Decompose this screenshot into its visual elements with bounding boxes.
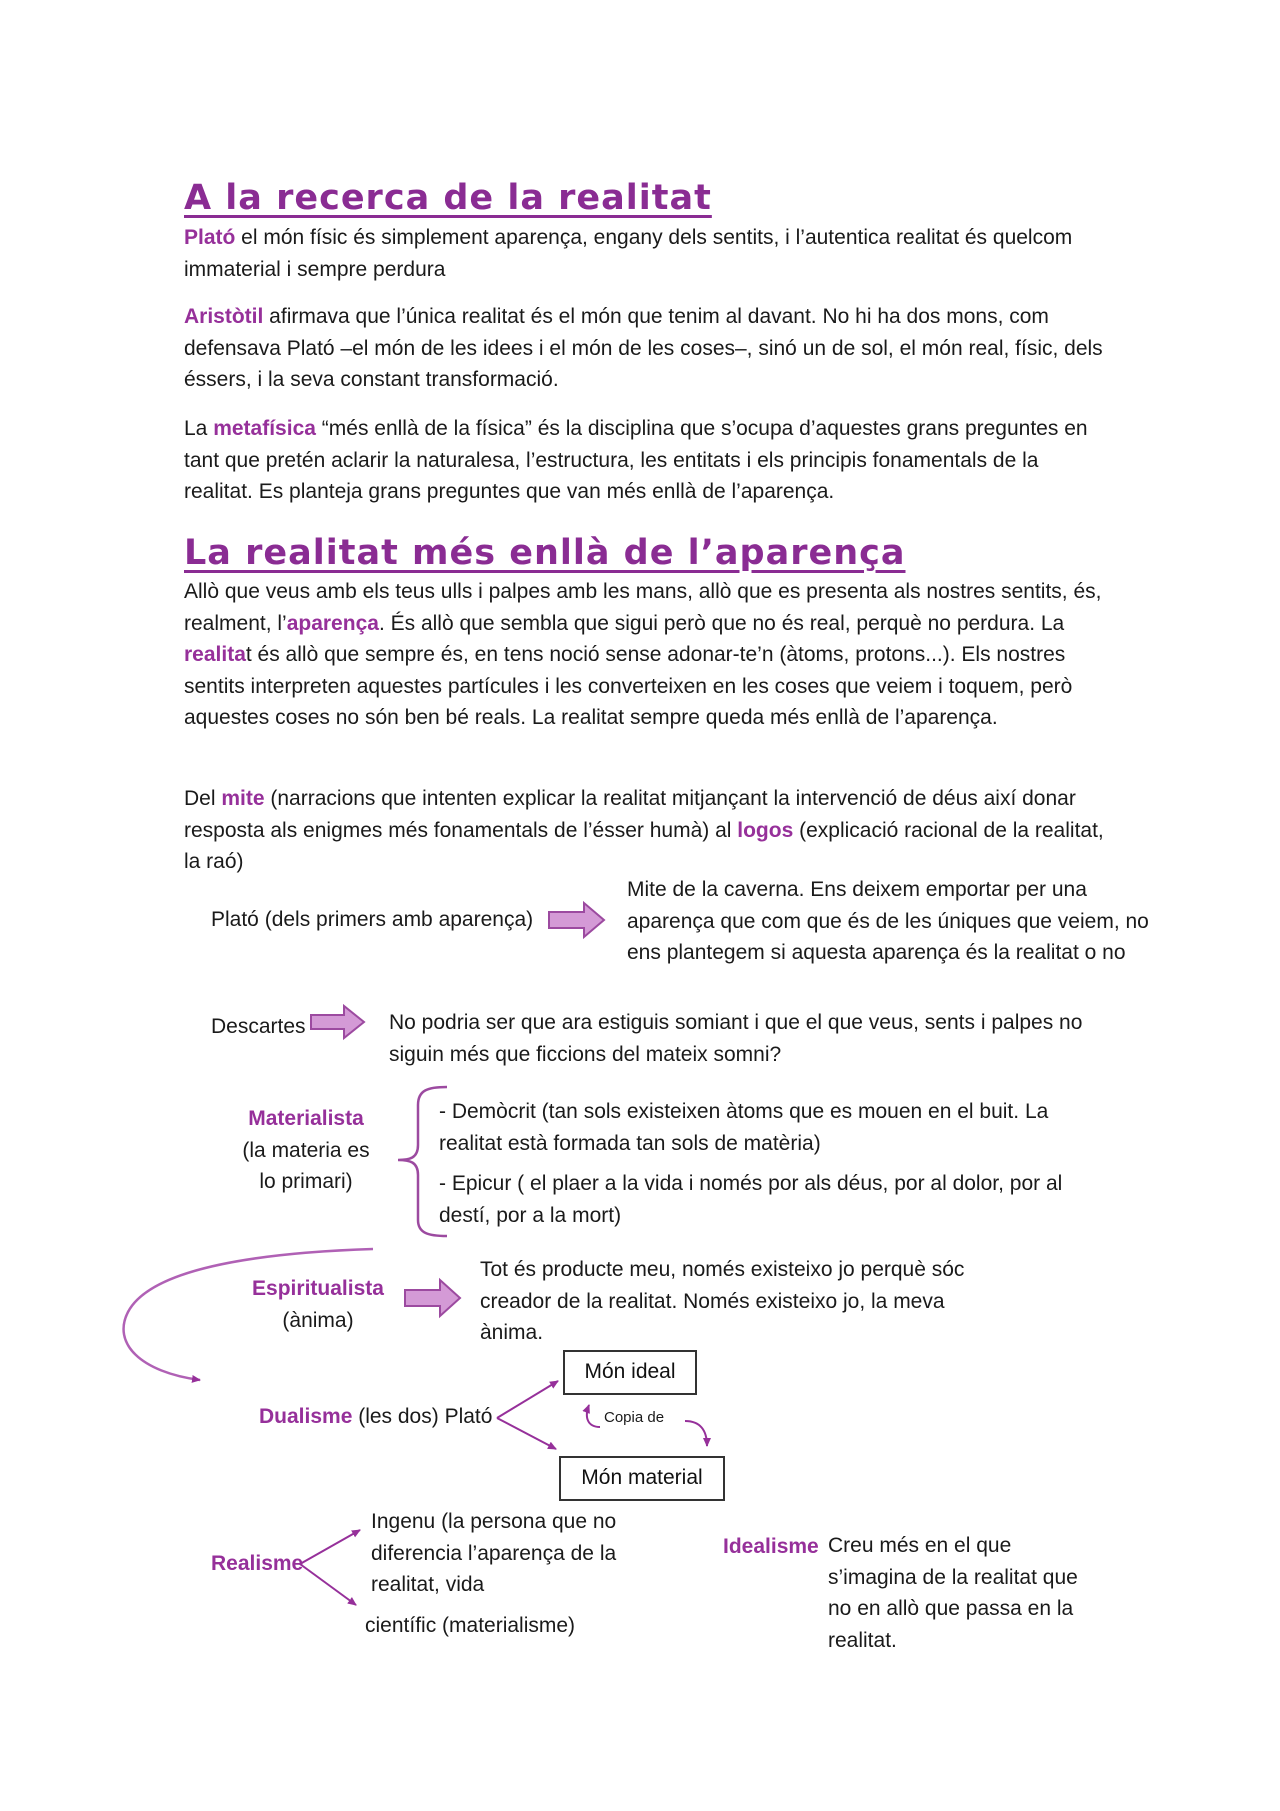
term-realisme: Realisme	[211, 1552, 304, 1575]
espiritualista-desc: (ànima)	[282, 1308, 354, 1332]
materialista-desc: (la materia es lo primari)	[242, 1138, 370, 1193]
term-espiritualista: Espiritualista	[252, 1277, 384, 1300]
dualisme-label	[259, 1401, 492, 1433]
copia-arrow-right	[685, 1421, 707, 1446]
materialista-epicur: - Epicur ( el plaer a la vida i només por als déus, por al dolor, por al destí, por a la mort)	[439, 1172, 1063, 1227]
paragraph-metafisica-pre: La	[184, 417, 214, 440]
box-mon-material: Món material	[559, 1456, 725, 1501]
paragraph-mite-a: Del	[184, 787, 222, 810]
paragraph-metafisica	[184, 413, 1104, 508]
arrow-plato	[549, 903, 604, 937]
plato-label: Plató (dels primers amb aparença)	[211, 908, 534, 931]
copia-de-label: Copia de	[604, 1409, 665, 1426]
paragraph-mite-b: (narracions que intenten explicar la realitat mitjançant la intervenció de déus així donar resposta als enigmes més fonamentals de l’ésser humà) al	[184, 787, 1076, 842]
heading-recerca: A la recerca de la realitat	[184, 178, 712, 218]
idealisme-text: Creu més en el que s’imagina de la realitat que no en allò que passa en la realitat.	[828, 1534, 1078, 1652]
paragraph-aristotil-text: afirmava que l’única realitat és el món que tenim al davant. No hi ha dos mons, com defensava Plató –el món de les idees i el món de les coses–, sinó un de sol, el món real, físic, dels éssers, i la seva constant transformació.	[184, 305, 1103, 391]
realisme-branch-up	[300, 1530, 360, 1564]
dualisme-rest: (les dos) Plató	[352, 1405, 493, 1428]
realisme-branch-down	[300, 1564, 356, 1605]
realisme-cientific: científic (materialisme)	[365, 1614, 576, 1637]
dualisme-branch-up	[497, 1381, 558, 1418]
descartes-text: No podria ser que ara estiguis somiant i que el que veus, sents i palpes no siguin més que ficcions del mateix somni?	[389, 1011, 1083, 1066]
term-aristotil: Aristòtil	[184, 305, 264, 328]
paragraph-mite-c: (explicació racional de la realitat, la raó)	[184, 818, 1104, 873]
materialista-block	[236, 1103, 376, 1198]
heading-realitat: La realitat més enllà de l’aparença	[184, 533, 906, 573]
arrow-espiritualista	[405, 1280, 460, 1316]
paragraph-aparenca-b: . És allò que sembla que sigui però que no és real, perquè no perdura. La	[378, 611, 1065, 635]
idealisme-label	[723, 1531, 819, 1563]
term-mite: mite	[221, 787, 265, 810]
term-dualisme: Dualisme	[259, 1405, 353, 1428]
arrow-descartes	[311, 1006, 364, 1038]
paragraph-aparenca-c: t és allò que sempre és, en tens noció sense adonar-te’n (àtoms, protons...). Els nostres sentits interpreten aquestes partícules i les converteixen en les coses que veiem i toquem, però aquestes coses no són ben bé reals. La realitat sempre queda més enllà de l’aparença.	[184, 643, 1073, 729]
descartes-label: Descartes	[211, 1015, 306, 1038]
paragraph-plato-text: el món físic és simplement aparença, engany dels sentits, i l’autentica realitat és quelcom immaterial i sempre perdura	[184, 226, 1073, 281]
term-realitat: realita	[184, 643, 246, 666]
espiritualista-block	[238, 1273, 398, 1336]
realisme-ingenu: Ingenu (la persona que no diferencia l’aparença de la realitat, vida	[371, 1510, 617, 1596]
paragraph-metafisica-text: “més enllà de la física” és la disciplina que s’ocupa d’aquestes grans preguntes en tant que pretén aclarir la naturalesa, l’estructura, les entitats i els principis fonamentals de la realitat. Es planteja grans preguntes que van més enllà de l’aparença.	[184, 417, 1088, 503]
copia-arrow-left	[587, 1405, 600, 1427]
box-mon-ideal: Món ideal	[563, 1350, 697, 1395]
paragraph-aparenca-a: Allò que veus amb els teus ulls i palpes amb les mans, allò que es presenta als nostres sentits, és, realment, l’	[184, 580, 1102, 635]
plato-caverna-text: Mite de la caverna. Ens deixem emportar per una aparença que com que és de les úniques que veiem, no ens plantegem si aquesta aparença és la realitat o no	[627, 878, 1149, 964]
paragraph-plato	[184, 222, 1104, 285]
paragraph-mite-logos	[184, 783, 1104, 878]
dualisme-branch-down	[497, 1418, 556, 1449]
term-idealisme: Idealisme	[723, 1535, 819, 1558]
materialista-democrit: - Demòcrit (tan sols existeixen àtoms que es mouen en el buit. La realitat està formada tan sols de matèria)	[439, 1100, 1049, 1155]
paragraph-aparenca	[184, 576, 1104, 734]
realisme-label	[211, 1548, 303, 1580]
espiritualista-text: Tot és producte meu, només existeixo jo perquè sóc creador de la realitat. Només existeixo jo, la meva ànima.	[480, 1258, 965, 1344]
term-logos: logos	[737, 818, 794, 842]
paragraph-aristotil	[184, 301, 1104, 396]
term-aparenca: aparença	[286, 611, 379, 635]
term-materialista: Materialista	[248, 1107, 364, 1130]
term-plato: Plató	[184, 226, 236, 249]
term-metafisica: metafísica	[213, 417, 316, 440]
